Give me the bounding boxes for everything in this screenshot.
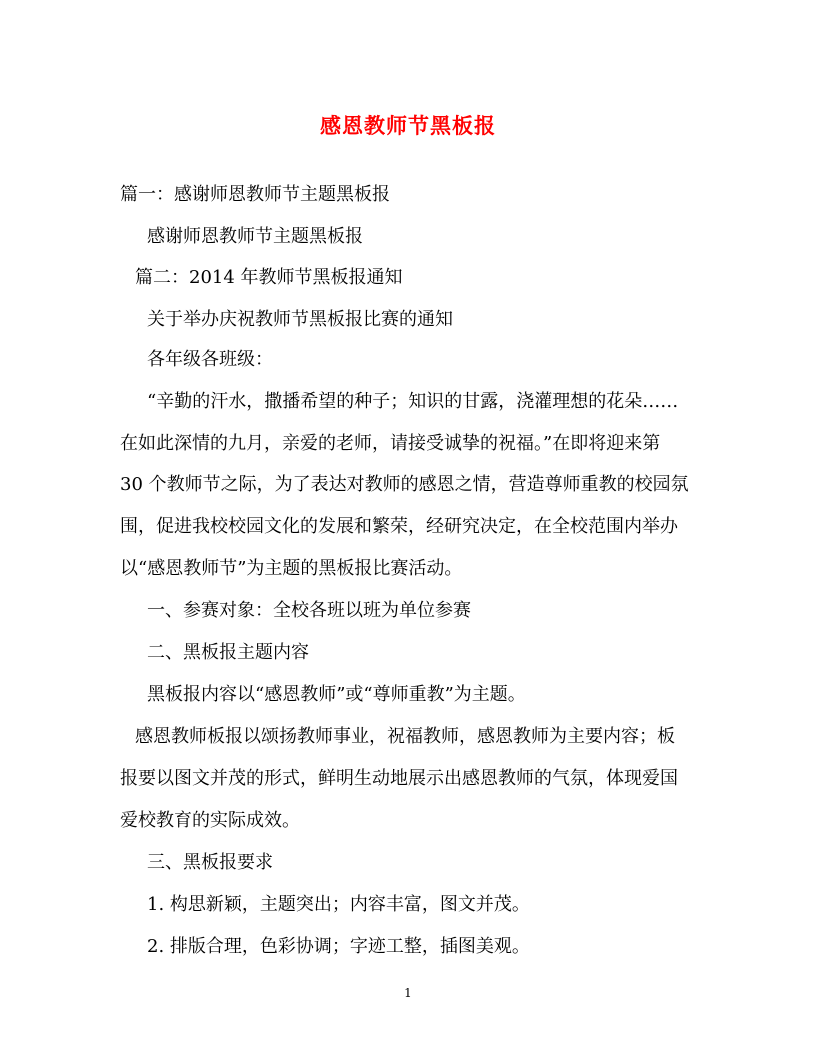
paragraph-line: 报要以图文并茂的形式，鲜明生动地展示出感恩教师的气氛，体现爱国 xyxy=(120,768,678,789)
paragraph-line: 关于举办庆祝教师节黑板报比赛的通知 xyxy=(147,309,453,330)
section-item-3: 三、黑板报要求 xyxy=(147,852,273,873)
paragraph-line: 30 个教师节之际，为了表达对教师的感恩之情，营造尊师重教的校园氛 xyxy=(120,474,689,495)
page-number: 1 xyxy=(404,986,412,1000)
section-heading-2: 篇二：2014 年教师节黑板报通知 xyxy=(135,267,403,288)
paragraph-line: 以“感恩教师节”为主题的黑板报比赛活动。 xyxy=(120,558,463,579)
paragraph-line: 围，促进我校校园文化的发展和繁荣，经研究决定，在全校范围内举办 xyxy=(120,516,678,537)
paragraph-line: 黑板报内容以“感恩教师”或“尊师重教”为主题。 xyxy=(147,684,526,705)
section-item-2: 二、黑板报主题内容 xyxy=(147,642,309,663)
paragraph-line: 在如此深情的九月，亲爱的老师，请接受诚挚的祝福。”在即将迎来第 xyxy=(120,433,661,454)
section-item-1: 一、参赛对象：全校各班以班为单位参赛 xyxy=(147,600,471,621)
list-item: 1. 构思新颖，主题突出；内容丰富，图文并茂。 xyxy=(147,894,530,915)
document-title: 感恩教师节黑板报 xyxy=(320,113,496,138)
paragraph-line: 感谢师恩教师节主题黑板报 xyxy=(147,226,363,247)
section-heading-1: 篇一：感谢师恩教师节主题黑板报 xyxy=(120,184,390,205)
paragraph-line: “辛勤的汗水，撒播希望的种子；知识的甘露，浇灌理想的花朵…… xyxy=(147,391,679,412)
paragraph-line: 各年级各班级： xyxy=(147,349,273,370)
paragraph-line: 爱校教育的实际成效。 xyxy=(120,810,300,831)
list-item: 2. 排版合理，色彩协调；字迹工整，插图美观。 xyxy=(147,936,530,957)
paragraph-line: 感恩教师板报以颂扬教师事业，祝福教师，感恩教师为主要内容；板 xyxy=(135,726,675,747)
